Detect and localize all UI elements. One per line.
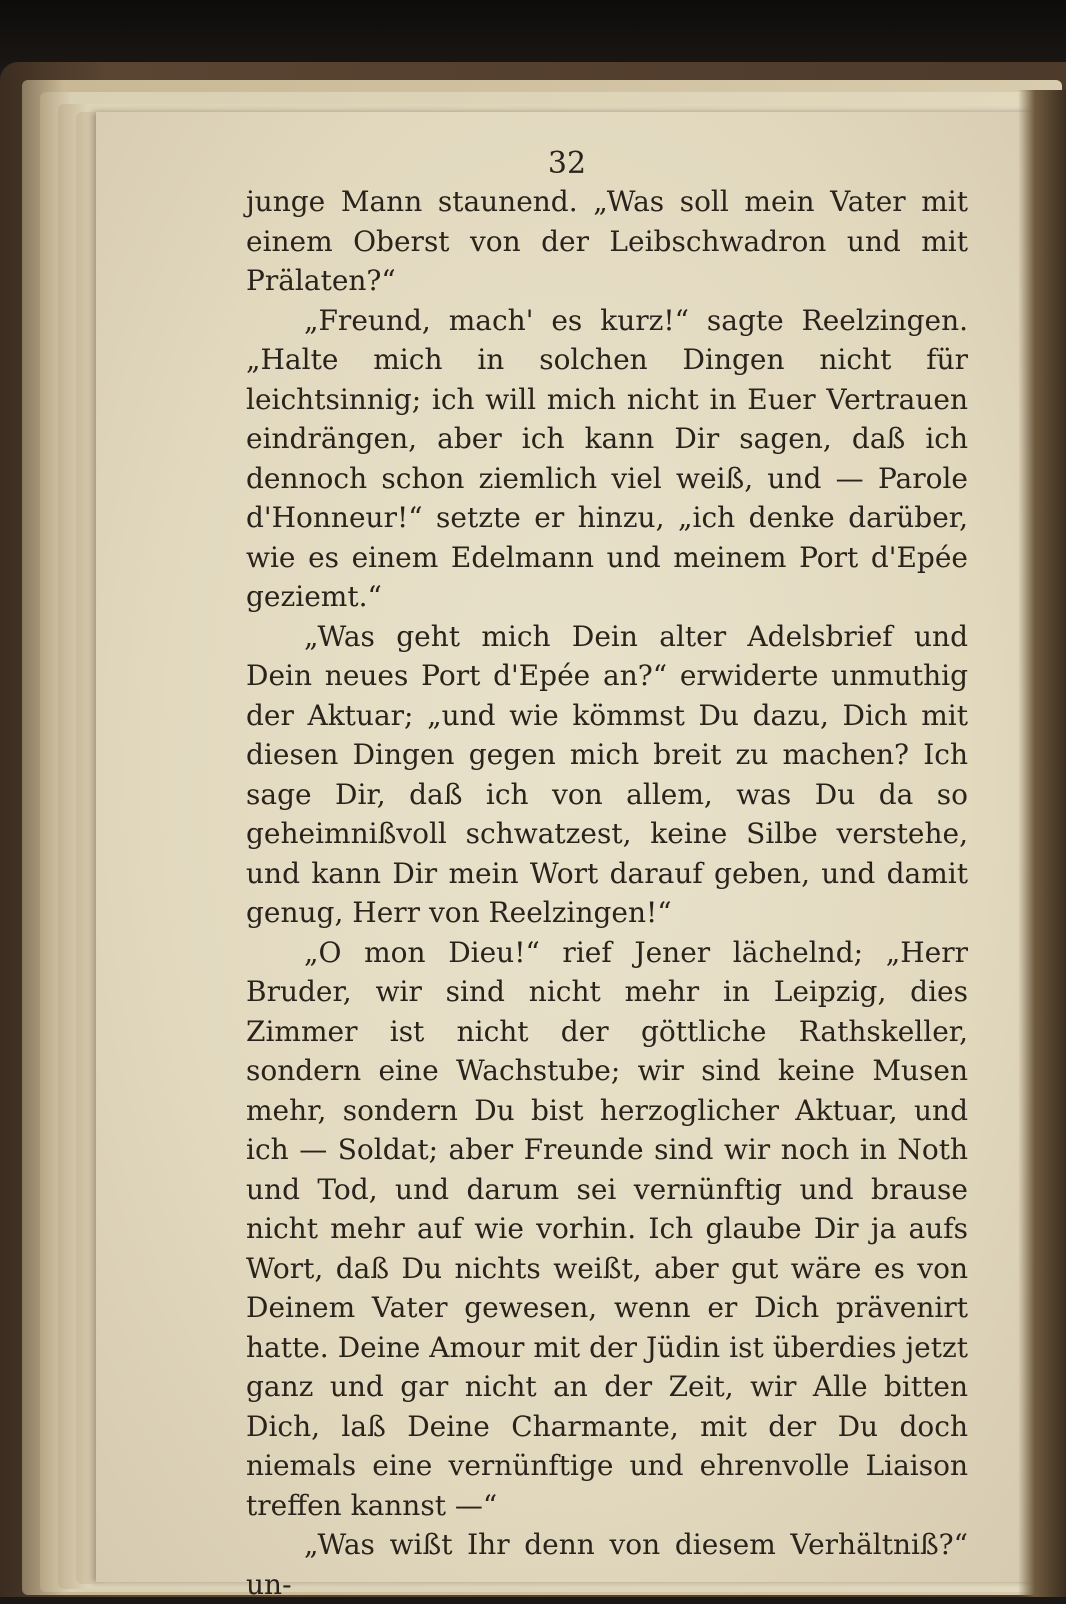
- book-gutter: [1018, 90, 1066, 1597]
- body-text: [246, 182, 968, 1604]
- page-number: 32: [547, 146, 587, 181]
- paragraph: „O mon Dieu!“ rief Jener lächelnd; „Herr Bruder, wir sind nicht mehr in Leipzig, dies Zimmer ist nicht der göttliche Rathskeller, sondern eine Wachstube; wir sind keine Musen mehr, sondern Du bist herzoglicher Aktuar, und ich — Soldat; aber Freunde sind wir noch in Noth und Tod, und darum sei vernünftig und brause nicht mehr auf wie vorhin. Ich glaube Dir ja aufs Wort, daß Du nichts weißt, aber gut wäre es von Deinem Vater gewesen, wenn er Dich prävenirt hatte. Deine Amour mit der Jüdin ist überdies jetzt ganz und gar nicht an der Zeit, wir Alle bitten Dich, laß Deine Charmante, mit der Du doch niemals eine vernünftige und ehrenvolle Liaison treffen kannst —“: [246, 935, 968, 1522]
- paragraph: „Was geht mich Dein alter Adelsbrief und Dein neues Port d'Epée an?“ erwiderte unmuthig der Aktuar; „und wie kömmst Du dazu, Dich mit diesen Dingen gegen mich breit zu machen? Ich sage Dir, daß ich von allem, was Du da so geheimnißvoll schwatzest, keine Silbe verstehe, und kann Dir mein Wort darauf geben, und damit genug, Herr von Reelzingen!“: [246, 619, 968, 929]
- paragraph: „Was wißt Ihr denn von diesem Verhältniß?“ un-: [246, 1528, 968, 1601]
- paragraph: „Freund, mach' es kurz!“ sagte Reelzingen. „Halte mich in solchen Dingen nicht für leichtsinnig; ich will mich nicht in Euer Vertrauen eindrängen, aber ich kann Dir sagen, daß ich dennoch schon ziemlich viel weiß, und — Parole d'Honneur!“ setzte er hinzu, „ich denke darüber, wie es einem Edelmann und meinem Port d'Epée geziemt.“: [246, 303, 968, 613]
- book-page: [96, 112, 1038, 1601]
- paragraph: junge Mann staunend. „Was soll mein Vater mit einem Oberst von der Leibschwadron und mit Prälaten?“: [246, 185, 968, 297]
